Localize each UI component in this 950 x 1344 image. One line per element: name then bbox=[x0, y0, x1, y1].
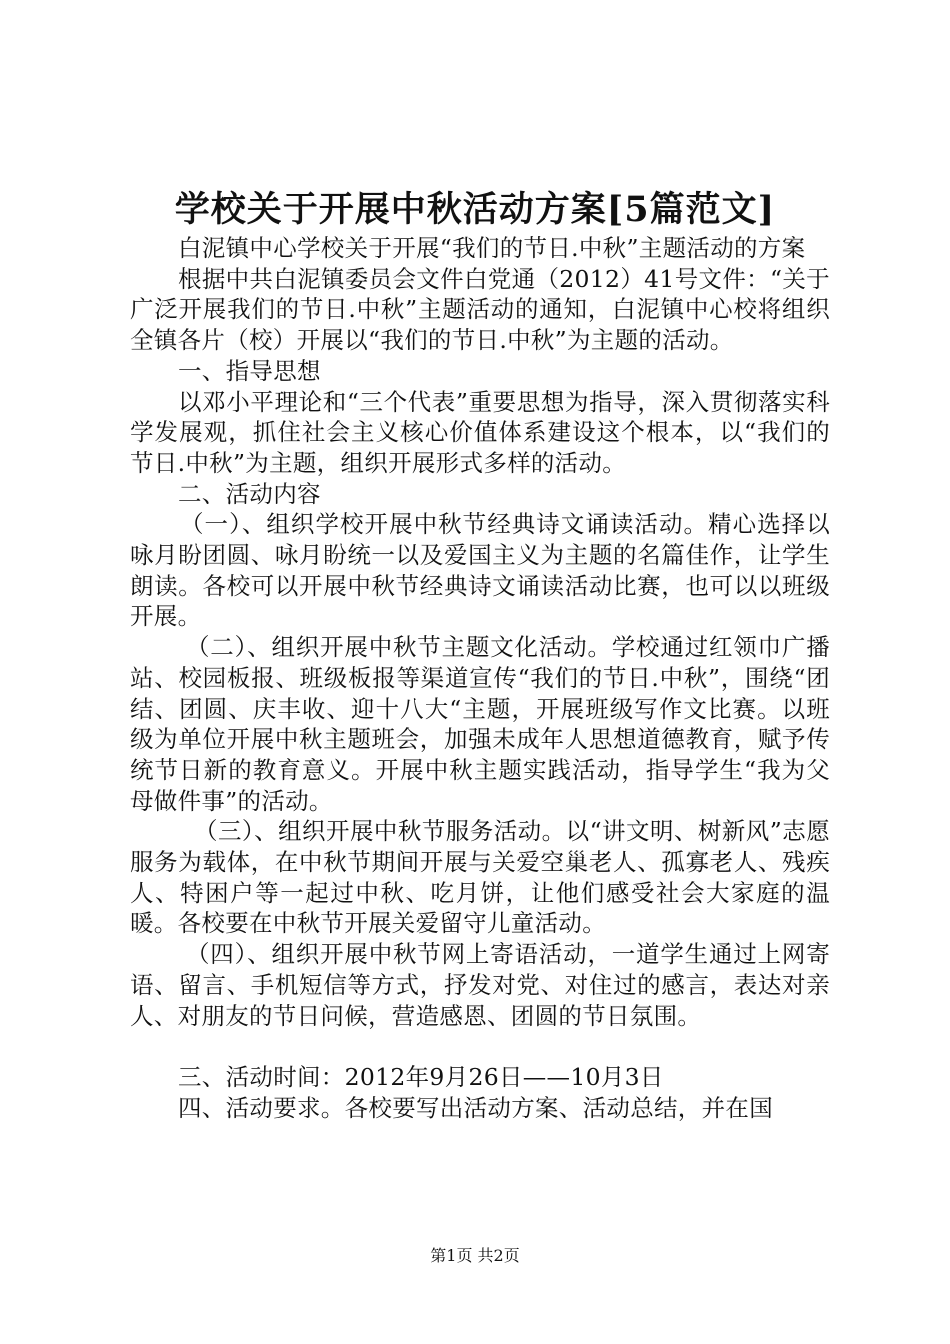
section-heading-guiding-thought: 一、指导思想 bbox=[178, 356, 321, 385]
paragraph-item-two: （二）、组织开展中秋节主题文化活动。学校通过红领巾广播站、校园板报、班级板报等渠道宣传“我们的节日.中秋”，围绕“团结、团圆、庆丰收、迎十八大“主题，开展班级写作文比赛。以班级为单位开展中秋主题班会，加强未成年人思想道德教育，赋予传统节日新的教育意义。开展中秋主题实践活动，指导学生“我为父母做件事”的活动。 bbox=[130, 633, 830, 815]
document-body bbox=[130, 233, 830, 1123]
section-heading-activity-content: 二、活动内容 bbox=[178, 479, 321, 508]
page-number-footer: 第1页 共2页 bbox=[430, 1246, 520, 1265]
section-heading-activity-time: 三、活动时间：2012年9月26日——10月3日 bbox=[178, 1062, 664, 1091]
paragraph-item-one: （一）、组织学校开展中秋节经典诗文诵读活动。精心选择以咏月盼团圆、咏月盼统一以及爱国主义为主题的名篇佳作，让学生朗读。各校可以开展中秋节经典诗文诵读活动比赛，也可以以班级开展。 bbox=[130, 510, 830, 631]
document-title: 学校关于开展中秋活动方案[5篇范文] bbox=[174, 189, 776, 230]
paragraph-guiding-thought: 以邓小平理论和“三个代表”重要思想为指导，深入贯彻落实科学发展观，抓住社会主义核心价值体系建设这个根本，以“我们的节日.中秋”为主题，组织开展形式多样的活动。 bbox=[130, 387, 830, 477]
paragraph-heading-line: 白泥镇中心学校关于开展“我们的节日.中秋”主题活动的方案 bbox=[178, 234, 806, 262]
paragraph-item-three: （三）、组织开展中秋节服务活动。以“讲文明、树新风”志愿服务为载体，在中秋节期间开展与关爱空巢老人、孤寡老人、残疾人、特困户等一起过中秋、吃月饼，让他们感受社会大家庭的温暖。各校要在中秋节开展关爱留守儿童活动。 bbox=[130, 817, 830, 938]
paragraph-spacer bbox=[130, 1031, 830, 1062]
section-heading-activity-requirements: 四、活动要求。各校要写出活动方案、活动总结，并在国 bbox=[178, 1093, 773, 1122]
paragraph-basis: 根据中共白泥镇委员会文件白党通（2012）41号文件：“关于广泛开展我们的节日.中秋”主题活动的通知，白泥镇中心校将组织全镇各片（校）开展以“我们的节日.中秋”为主题的活动。 bbox=[130, 264, 830, 355]
paragraph-item-four: （四）、组织开展中秋节网上寄语活动，一道学生通过上网寄语、留言、手机短信等方式，抒发对党、对住过的感言，表达对亲人、对朋友的节日问候，营造感恩、团圆的节日氛围。 bbox=[130, 940, 830, 1030]
